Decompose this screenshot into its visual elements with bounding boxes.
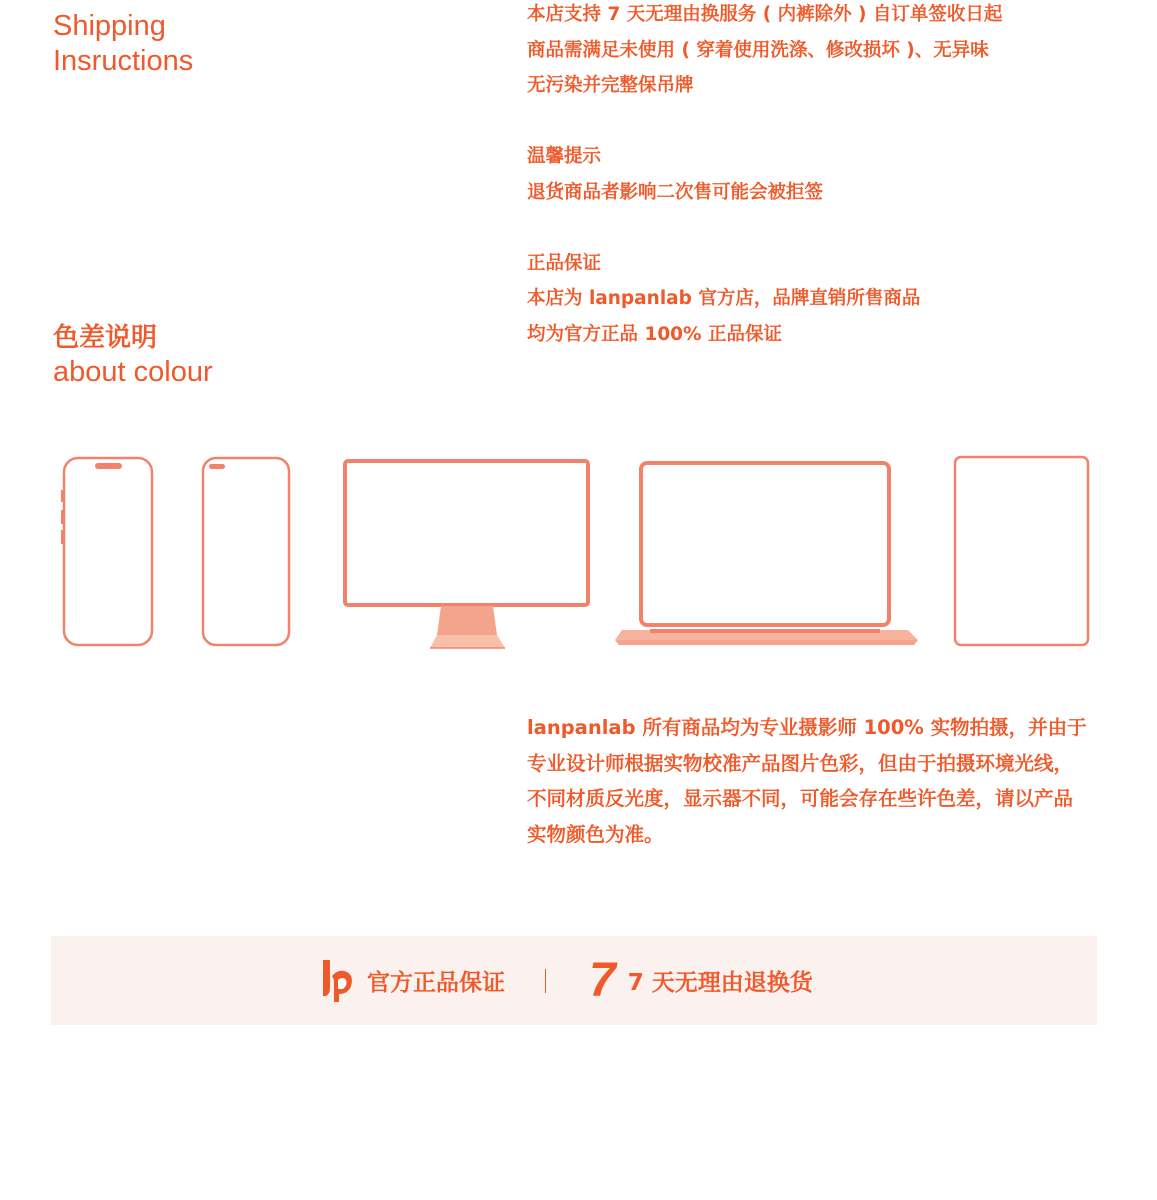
authentic-line: 本店为 lanpanlab 官方店，品牌直销所售商品 xyxy=(527,288,921,309)
colour-description: lanpanlab 所有商品均为专业摄影师 100% 实物拍摄，并由于专业设计师根据实物校准产品图片色彩，但由于拍摄环境光线，不同材质反光度，显示器不同，可能会存在些许色差，请以产品实物颜色为准。 xyxy=(527,716,1087,846)
policy-line: 无污染并完整保吊牌 xyxy=(527,75,694,96)
phone-notch-icon xyxy=(63,458,152,645)
official-guarantee xyxy=(321,936,505,1025)
shipping-heading xyxy=(53,9,193,79)
policy-line: 本店支持 7 天无理由换服务 ( 内裤除外 ) 自订单签收日起 xyxy=(527,4,1003,25)
seven-day-icon: 7 xyxy=(589,954,616,1007)
colour-title-cn: 色差说明 xyxy=(53,322,158,352)
return-label: 7 天无理由退换货 xyxy=(627,970,813,996)
authentic-line: 均为官方正品 100% 正品保证 xyxy=(527,323,783,345)
laptop-icon xyxy=(615,463,918,645)
shipping-title-line-1: Shipping xyxy=(53,10,166,42)
shipping-title-line-2: Insructions xyxy=(53,45,194,77)
colour-title-en: about colour xyxy=(53,356,213,388)
tablet-icon xyxy=(955,457,1088,645)
policy-blank xyxy=(527,104,1002,140)
tips-heading: 温馨提示 xyxy=(527,146,602,167)
colour-heading xyxy=(53,320,213,390)
authentic-heading: 正品保证 xyxy=(527,252,602,274)
phone-punch-hole-icon xyxy=(203,458,289,645)
return-guarantee xyxy=(589,936,813,1025)
return-policy-text xyxy=(527,0,1002,352)
tips-line: 退货商品者影响二次售可能会被拒签 xyxy=(527,181,824,203)
guarantee-banner xyxy=(51,936,1097,1025)
desktop-monitor-icon xyxy=(345,461,588,648)
lanpanlab-logo-icon xyxy=(321,958,355,1004)
devices-illustration xyxy=(0,440,1157,660)
banner-divider xyxy=(545,969,546,993)
policy-line: 商品需满足未使用 ( 穿着使用洗涤、修改损坏 )、无异味 xyxy=(527,39,989,61)
policy-blank xyxy=(527,210,1002,246)
official-label: 官方正品保证 xyxy=(367,970,505,996)
